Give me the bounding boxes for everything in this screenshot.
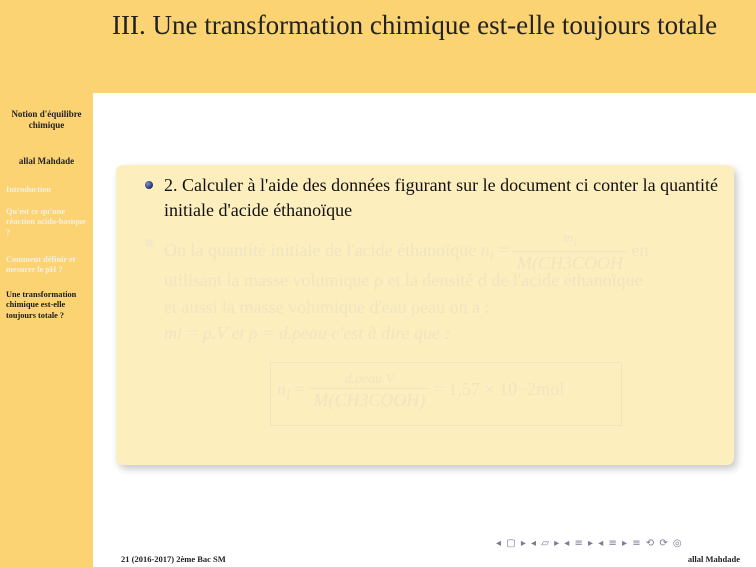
item-2-line-3: et aussi la masse volumique d'eau ρeau on a : [164,297,490,317]
item-2-line1-end: en [631,240,649,261]
result-n: n [277,379,286,400]
result-den: M(CH3COOH) [313,390,426,410]
item-2-line-1: On la quantité initiale de l'acide éthanoïque $n_i$ = $\frac{m_i}{\text{M(CH3COOH}}$ en [164,231,649,273]
item-2-line-4: mi = ρ.V et ρ = d.ρeau c'est à dire que : [164,323,451,343]
sidebar-item-acido-basique[interactable]: Qu'est ce qu'une réaction acido-basique ? [6,207,86,237]
navigation-icons[interactable]: ◂ ▢ ▸ ◂ ▱ ▸ ◂ ≡ ▸ ◂ ≡ ▸ ≡ ⟲ ⟳ ◎ [496,538,683,549]
sidebar-author: allal Mahdade [18,156,75,166]
result-fraction [309,371,429,411]
result-n-sub: i [286,387,291,404]
footer-author: allal Mahdade [687,554,740,564]
result-num: d.ρeau.V [309,371,429,389]
frac1-num-sub: i [573,235,577,249]
result-equation: $n_i$ = $\frac{\text{d.ρeau.V}}{\text{M(CH3COOH)}}$ = 1,57 × 10−2mol [277,372,565,410]
sidebar-item-transformation[interactable]: Une transformation chimique est-elle toujours totale ? [6,290,77,320]
footer-slide-info: 21 (2016-2017) 2ème Bac SM [121,554,226,564]
frac1-den: M(CH3COOH [516,252,623,273]
sidebar [0,0,93,567]
bullet-icon-faded [145,239,153,247]
n-symbol: n [480,240,490,261]
frac1-num: m [563,231,574,246]
bullet-icon [145,181,153,189]
item-1-text: 2. Calculer à l'aide des données figurant sur le document ci conter la quantité initiale d'acide éthanoïque [164,175,719,220]
n-sub: i [489,248,494,265]
result-value: = 1,57 × 10−2mol [433,379,565,400]
sidebar-item-introduction[interactable]: Introduction [6,185,52,194]
sidebar-item-ph[interactable]: Comment définir et mesurer le pH ? [6,255,76,275]
sidebar-title: Notion d'équilibre chimique [11,109,82,130]
item-2-text: On la quantité initiale de l'acide éthanoïque [164,240,477,261]
page-title: III. Une transformation chimique est-elle toujours totale [112,10,718,40]
header-band [93,0,756,93]
item-2-line-2: utilisant la masse volumique ρ et la densité d de l'acide éthanoïque [164,270,643,290]
